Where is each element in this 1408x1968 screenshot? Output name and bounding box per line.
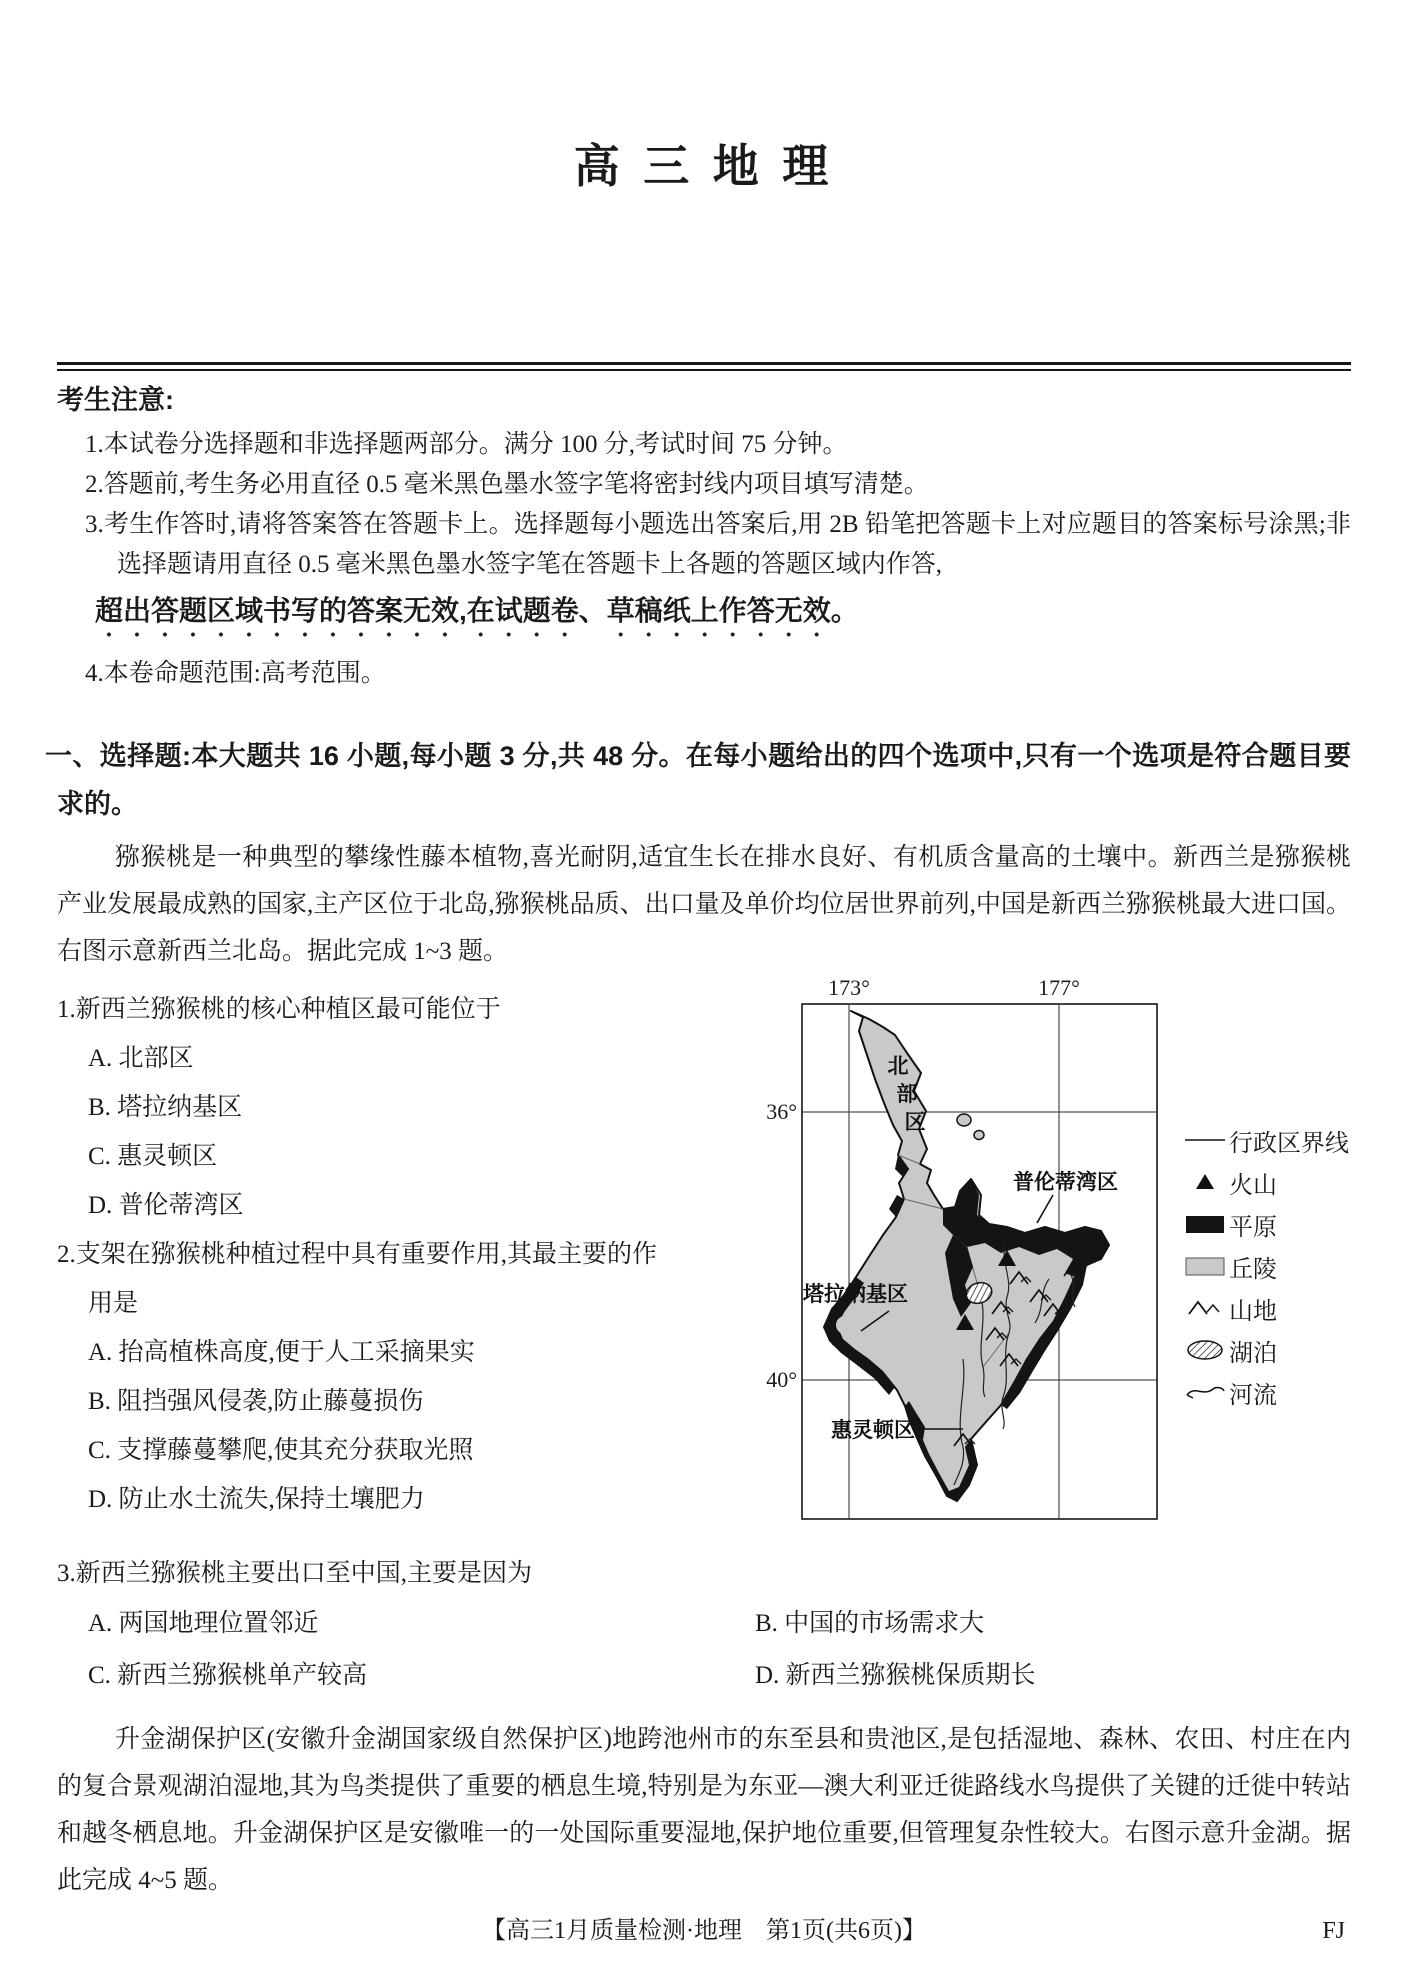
map-lat-label-40: 40° <box>766 1367 797 1392</box>
notice-item-3-emphasis: 超出答题区域书写的答案无效,在试题卷、草稿纸上作答无效。 <box>95 595 859 626</box>
offshore-island <box>957 1114 971 1126</box>
notice-heading: 考生注意: <box>57 385 174 415</box>
footer-code: FJ <box>1322 1918 1345 1944</box>
question-2-option-c: C. 支撑藤蔓攀爬,使其充分获取光照 <box>88 1437 474 1464</box>
legend-label: 山地 <box>1229 1298 1277 1325</box>
region-label-wellington: 惠灵顿区 <box>831 1419 915 1442</box>
river-icon <box>1181 1379 1229 1405</box>
legend-label: 河流 <box>1229 1382 1277 1409</box>
taranaki-ring-center <box>836 1316 854 1334</box>
legend-item <box>1181 1295 1349 1325</box>
question-2-option-b: B. 阻挡强风侵袭,防止藤蔓损伤 <box>88 1388 424 1415</box>
footer-text: 【高三1月质量检测·地理 第1页(共6页)】 <box>482 1918 926 1944</box>
question-2-stem: 2.支架在猕猴桃种植过程中具有重要作用,其最主要的作用是 <box>57 1241 658 1317</box>
page-title: 高 三 地 理 <box>573 141 835 192</box>
question-3-option-c: C. 新西兰猕猴桃单产较高 <box>88 1662 368 1689</box>
question-3-option-b: B. 中国的市场需求大 <box>755 1610 985 1637</box>
notice-item-3-text: 3.考生作答时,请将答案答在答题卡上。选择题每小题选出答案后,用 2B 铅笔把答题卡上对应题目的答案标号涂黑;非选择题请用直径 0.5 毫米黑色墨水签字笔在答题卡上各题的答题区域内作答, <box>85 511 1351 578</box>
legend-item <box>1181 1253 1349 1283</box>
question-3-stem: 3.新西兰猕猴桃主要出口至中国,主要是因为 <box>57 1560 533 1587</box>
notice-item-2: 2.答题前,考生务必用直径 0.5 毫米黑色墨水签字笔将密封线内项目填写清楚。 <box>85 471 929 498</box>
region-label-bay-of-plenty: 普伦蒂湾区 <box>1013 1171 1118 1194</box>
notice-list <box>57 425 1351 694</box>
hills-swatch-icon <box>1181 1253 1229 1279</box>
question-3 <box>57 1549 1351 1702</box>
notice-item-4: 4.本卷命题范围:高考范围。 <box>85 660 386 687</box>
region-label-north-char: 北 <box>887 1055 909 1078</box>
legend-label: 丘陵 <box>1229 1256 1277 1283</box>
boundary-line-icon <box>1181 1127 1229 1153</box>
map-lon-label-177: 177° <box>1038 977 1080 1000</box>
passage-kiwi: 猕猴桃是一种典型的攀缘性藤本植物,喜光耐阴,适宜生长在排水良好、有机质含量高的土壤中。新西兰是猕猴桃产业发展最成熟的国家,主产区位于北岛,猕猴桃品质、出口量及单价均位居世界前列,中国是新西兰猕猴桃最大进口国。右图示意新西兰北岛。据此完成 1~3 题。 <box>57 844 1351 965</box>
question-1-stem: 1.新西兰猕猴桃的核心种植区最可能位于 <box>57 996 501 1023</box>
legend-item <box>1181 1211 1349 1241</box>
region-label-taranaki: 塔拉纳基区 <box>803 1283 908 1306</box>
region-label-north-char: 区 <box>904 1111 926 1134</box>
north-island-map <box>757 977 1167 1525</box>
legend-label: 火山 <box>1229 1172 1277 1199</box>
question-1-option-d: D. 普伦蒂湾区 <box>88 1192 244 1219</box>
region-label-north-char: 部 <box>896 1083 918 1106</box>
north-island-map-figure <box>757 977 1349 1525</box>
question-column <box>57 985 677 1524</box>
map-legend <box>1181 1127 1349 1421</box>
legend-item <box>1181 1127 1349 1157</box>
legend-label: 平原 <box>1229 1214 1277 1241</box>
lake-icon <box>1181 1337 1229 1363</box>
legend-item <box>1181 1379 1349 1409</box>
passage-shengjin: 升金湖保护区(安徽升金湖国家级自然保护区)地跨池州市的东至县和贵池区,是包括湿地、森林、农田、村庄在内的复合景观湖泊湿地,其为鸟类提供了重要的栖息生境,特别是为东亚—澳大利亚迁徙路线水鸟提供了关键的迁徙中转站和越冬栖息地。升金湖保护区是安徽唯一的一处国际重要湿地,保护地位重要,但管理复杂性较大。右图示意升金湖。据此完成 4~5 题。 <box>57 1726 1351 1894</box>
question-2-option-a: A. 抬高植株高度,便于人工采摘果实 <box>88 1339 475 1366</box>
section-heading: 一、选择题:本大题共 16 小题,每小题 3 分,共 48 分。在每小题给出的四个选项中,只有一个选项是符合题目要求的。 <box>45 741 1351 819</box>
notice-item-3 <box>57 505 1351 642</box>
question-3-option-d: D. 新西兰猕猴桃保质期长 <box>755 1662 1036 1689</box>
header-divider <box>57 362 1351 371</box>
question-1-option-c: C. 惠灵顿区 <box>88 1143 218 1170</box>
map-lon-label-173: 173° <box>828 977 870 1000</box>
legend-label: 湖泊 <box>1229 1340 1277 1367</box>
question-3-options <box>57 1598 1351 1702</box>
question-3-option-a: A. 两国地理位置邻近 <box>88 1610 319 1637</box>
question-1-option-b: B. 塔拉纳基区 <box>88 1094 243 1121</box>
legend-item <box>1181 1169 1349 1199</box>
question-2-option-d: D. 防止水土流失,保持土壤肥力 <box>88 1486 425 1513</box>
notice-item-1: 1.本试卷分选择题和非选择题两部分。满分 100 分,考试时间 75 分钟。 <box>85 431 848 458</box>
mountain-icon <box>1181 1295 1229 1321</box>
questions-and-map-area <box>57 977 1351 1537</box>
plain-swatch-icon <box>1181 1211 1229 1237</box>
volcano-icon <box>1181 1169 1229 1195</box>
legend-item <box>1181 1337 1349 1367</box>
offshore-island <box>974 1131 984 1140</box>
question-1-option-a: A. 北部区 <box>88 1045 194 1072</box>
legend-label: 行政区界线 <box>1229 1130 1349 1157</box>
page-footer <box>0 1916 1408 1946</box>
map-lat-label-36: 36° <box>766 1099 797 1124</box>
